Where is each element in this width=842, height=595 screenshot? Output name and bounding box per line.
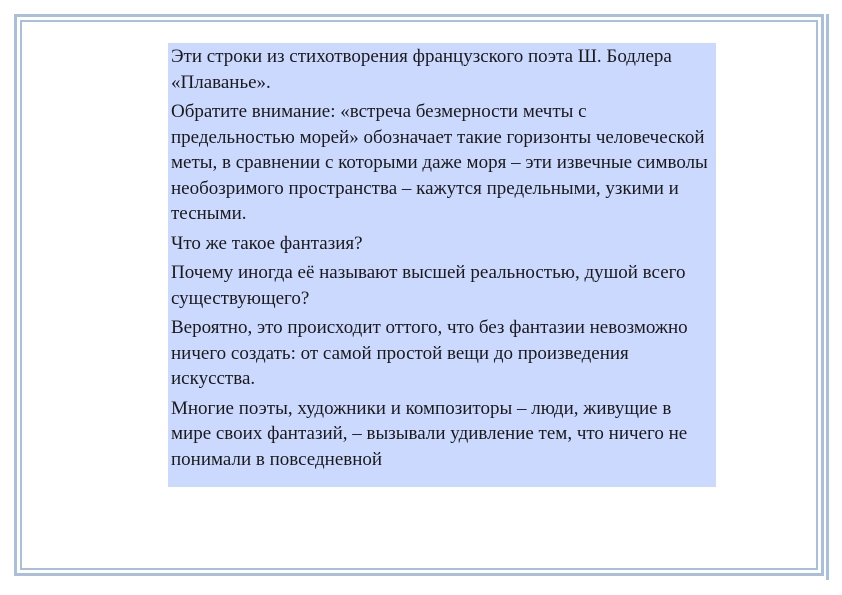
paragraph-2: Обратите внимание: «встреча безмерности мечты с предельностью морей» обозначает такие горизонты человеческой меты, в сравнении с которыми даже моря – эти извечные символы необозримого пространства – кажутся предельными, узкими и тесными.	[171, 101, 708, 224]
text-box[interactable]	[168, 43, 716, 487]
paragraph-4: Почему иногда её называют высшей реальностью, душой всего существующего?	[171, 262, 686, 309]
paragraph-3: Что же такое фантазия?	[171, 232, 363, 254]
paragraph-1: Эти строки из стихотворения французского поэта Ш. Бодлера «Плаванье».	[171, 46, 672, 93]
paragraph-5: Вероятно, это происходит оттого, что без фантазии невозможно ничего создать: от самой простой вещи до произведения искусства.	[171, 317, 688, 389]
paragraph-6: Многие поэты, художники и композиторы – люди, живущие в мире своих фантазий, – вызывали удивление тем, что ничего не понимали в повседневной	[171, 397, 688, 470]
slide-frame-edge	[826, 14, 829, 580]
